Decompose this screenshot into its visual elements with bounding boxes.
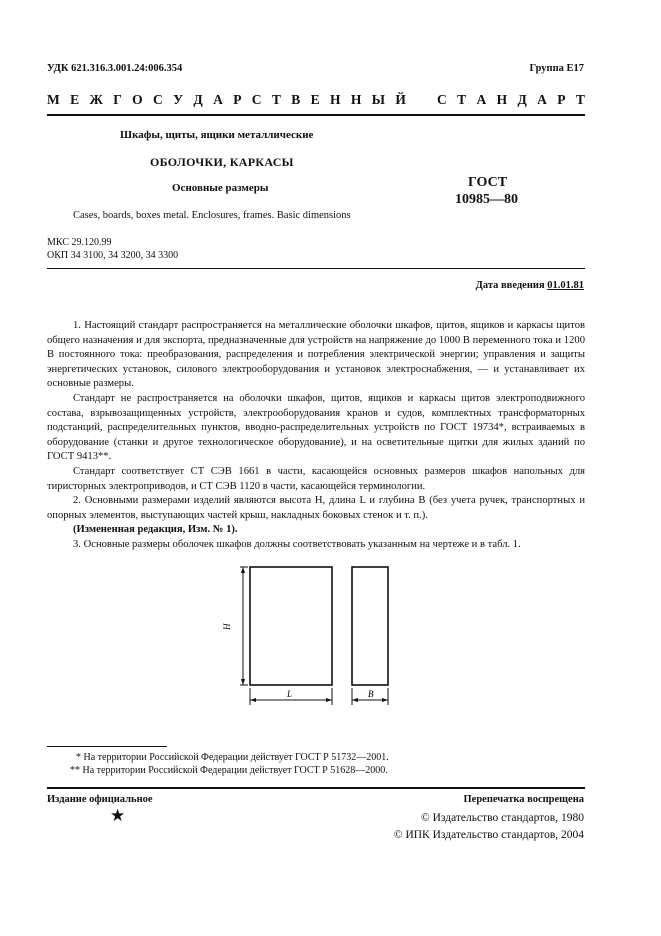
star-icon: ★ (110, 806, 126, 825)
h-arrow-top (241, 567, 245, 573)
gost-label: ГОСТ (468, 175, 508, 190)
okp-code: ОКП 34 3100, 34 3200, 34 3300 (47, 250, 179, 261)
front-view-rect (250, 567, 332, 685)
date-label: Дата введения (475, 280, 545, 291)
b-arrow-right (382, 698, 388, 702)
title-subject: Шкафы, щиты, ящики металлические (120, 129, 314, 141)
copyright-1980: © Издательство стандартов, 1980 (420, 812, 584, 824)
title-subtitle: Основные размеры (172, 182, 269, 194)
body-text (47, 319, 585, 553)
interstate-standard-heading: М Е Ж Г О С У Д А Р С Т В Е Н Н Ы Й С Т А Н Д А Р Т (47, 92, 585, 107)
h-arrow-bottom (241, 679, 245, 685)
paragraph-table-ref: 3. Основные размеры оболочек шкафов должны соответствовать указанным на чертеже и в табл. 1. (73, 538, 521, 550)
official-edition: Издание официальное (47, 794, 153, 805)
copyright-2004: © ИПК Издательство стандартов, 2004 (393, 829, 584, 841)
header-rule (47, 114, 585, 116)
paragraph-amendment: (Измененная редакция, Изм. № 1). (73, 524, 238, 536)
label-b: B (368, 689, 374, 699)
footnote-2: ** На территории Российской Федерации действует ГОСТ Р 51628—2000. (70, 765, 388, 776)
paragraph-exclusions: Стандарт не распространяется на оболочки шкафов, щитов, ящиков и каркасы щитов электроподвижного состава, взрывозащищенных устройств, электрооборудования кранов и судов, комплектных трансформаторных подстанций, распределительных пунктов, вводно-распределительных устройств по ГОСТ 19734*, встраиваемых в оборудование (станки и другое технологическое оборудование), и на осветительные щитки для жилых зданий по ГОСТ 9413**. (47, 392, 585, 463)
codes-rule (47, 268, 585, 269)
title-main: ОБОЛОЧКИ, КАРКАСЫ (150, 155, 294, 169)
l-arrow-left (250, 698, 256, 702)
date-value: 01.01.81 (547, 280, 584, 291)
paragraph-compliance: Стандарт соответствует СТ СЭВ 1661 в части, касающейся основных размеров шкафов напольных для тиристорных электроприводов, и СТ СЭВ 1120 в части, касающейся терминологии. (47, 465, 585, 492)
paragraph-scope: 1. Настоящий стандарт распространяется на металлические оболочки шкафов, щитов, ящиков и каркасы щитов общего назначения и для экспорта, предназначенные для устройств на напряжение до 1000 В переменного тока и 1200 В постоянного тока: преобразования, распределения и потребления электрической энергии; управления и защиты энергетических установок, силового электрооборудования и установок электроснабжения, — и устанавливает их основные размеры. (47, 320, 585, 390)
l-arrow-right (326, 698, 332, 702)
gost-number: 10985—80 (455, 192, 518, 207)
side-view-rect (352, 567, 388, 685)
reprint-prohibited: Перепечатка воспрещена (463, 794, 584, 805)
label-l: L (287, 689, 293, 699)
group-code: Группа Е17 (529, 63, 584, 74)
paragraph-dimensions: 2. Основными размерами изделий являются высота H, длина L и глубина B (без учета ручек, транспортных и опорных элементов, выступающих частей крыш, накладных боковых стенок и т. п.). (47, 495, 585, 521)
introduction-date (476, 280, 584, 291)
b-arrow-left (352, 698, 358, 702)
footnote-1: * На территории Российской Федерации действует ГОСТ Р 51732—2001. (76, 752, 389, 763)
dimension-drawing (220, 560, 420, 710)
label-h: H (222, 623, 232, 630)
english-title: Cases, boards, boxes metal. Enclosures, frames. Basic dimensions (73, 210, 351, 221)
mks-code: МКС 29.120.99 (47, 237, 112, 248)
footer-rule (47, 787, 585, 789)
udk-code: УДК 621.316.3.001.24:006.354 (47, 63, 183, 74)
footnote-rule (47, 746, 167, 747)
classification-codes (47, 236, 178, 262)
